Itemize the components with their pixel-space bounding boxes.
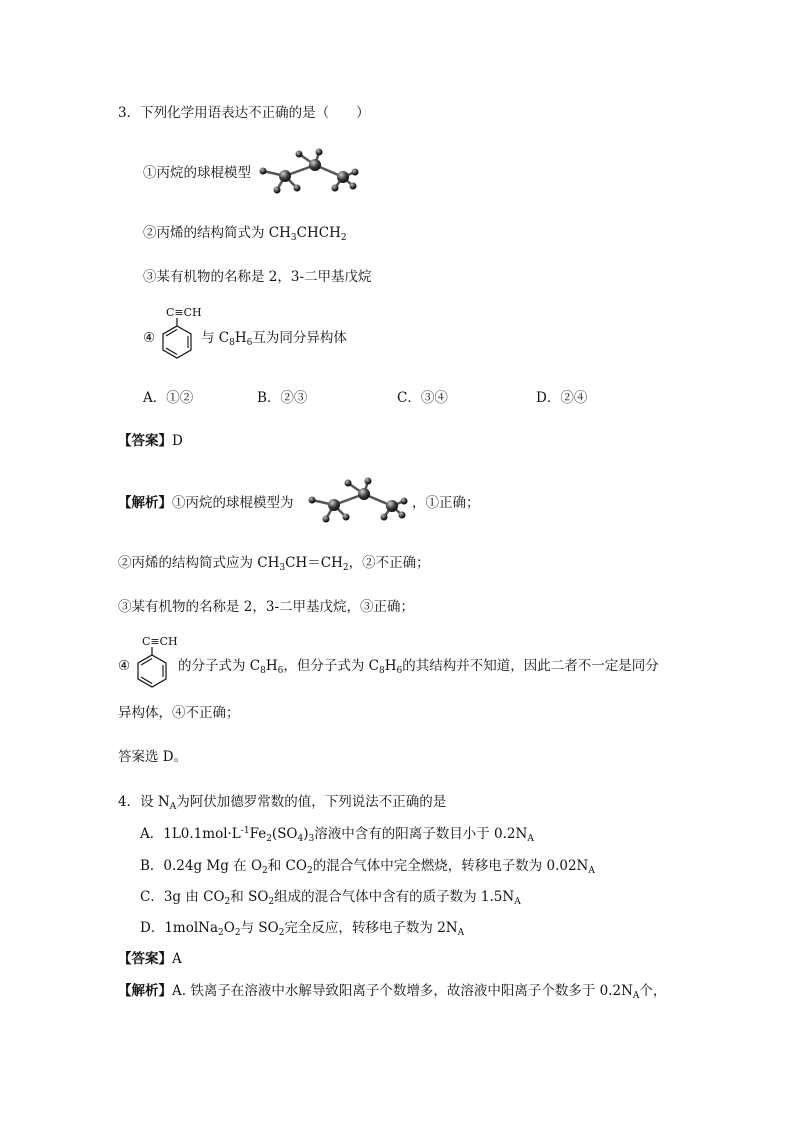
q3-option-b: B．②③ <box>257 390 308 406</box>
q3-analysis-2: ②丙烯的结构简式应为 $CH_3CH=CH_2$，②不正确； <box>118 555 430 573</box>
q3-analysis-4-text: 的分子式为 $C_8H_6$，但分子式为 $C_8H_6$的其结构并不知道，因此二者不一定是同分 <box>178 658 659 676</box>
phenylacetylene-structure-analysis <box>135 647 169 693</box>
q4-option-d: D．$1molNa_2O_2$与 $SO_2$完全反应，转移电子数为 $2N_A$ <box>140 920 465 938</box>
q3-analysis-3: ③某有机物的名称是 2，3-二甲基戊烷，③正确； <box>118 599 415 615</box>
q3-option-a: A．①② <box>143 390 194 406</box>
q3-answer: 【答案】D <box>118 433 183 449</box>
q4-option-c: C．3g 由 $CO_2$和 $SO_2$组成的混合气体中含有的质子数为 $1.5N_A$ <box>140 889 521 907</box>
q3-analysis-1-suffix: ，①正确； <box>412 495 480 511</box>
q3-option-c: C．③④ <box>397 390 448 406</box>
propane-ball-stick-model <box>255 148 365 198</box>
q3-item4-text: 与 $C_8H_6$互为同分异构体 <box>201 330 347 348</box>
q4-answer: 【答案】A <box>118 951 182 967</box>
q4-option-a: A．$1L0.1mol\cdot L^{-1}Fe_2(SO_4)_3$溶液中含有的阳离子数目小于 $0.2N_A$ <box>140 826 534 844</box>
phenylacetylene-structure <box>160 318 194 364</box>
q3-stem: 3．下列化学用语表达不正确的是（ ） <box>118 105 370 121</box>
q4-stem: 4．设 $N_A$为阿伏加德罗常数的值，下列说法不正确的是 <box>118 794 447 812</box>
q3-item4-number: ④ <box>143 330 156 346</box>
q3-analysis-1-prefix: 【解析】①丙烷的球棍模型为 <box>118 495 294 511</box>
q3-option-d: D．②④ <box>536 390 588 406</box>
q3-item3: ③某有机物的名称是 2，3-二甲基戊烷 <box>143 269 372 285</box>
q4-analysis: 【解析】A. 铁离子在溶液中水解导致阳离子个数增多，故溶液中阳离子个数多于 $0.2N_A$个， <box>118 983 667 1001</box>
q3-analysis-4-line2: 异构体，④不正确； <box>118 705 240 721</box>
q3-item2: ②丙烯的结构简式为 $CH_3CHCH_2$ <box>143 225 347 243</box>
propane-ball-stick-model-analysis <box>304 477 414 527</box>
q3-item1: ①丙烷的球棍模型 <box>143 165 251 181</box>
q3-conclusion: 答案选 D。 <box>118 749 188 765</box>
q3-analysis-4-number: ④ <box>118 658 131 674</box>
q3-analysis-4-alkyne-label: C≡CH <box>142 635 178 648</box>
q4-option-b: B．0.24g Mg 在 $O_2$和 $CO_2$的混合气体中完全燃烧，转移电子数为 $0.02N_A$ <box>140 858 595 876</box>
q3-item4-alkyne-label: C≡CH <box>166 306 202 319</box>
